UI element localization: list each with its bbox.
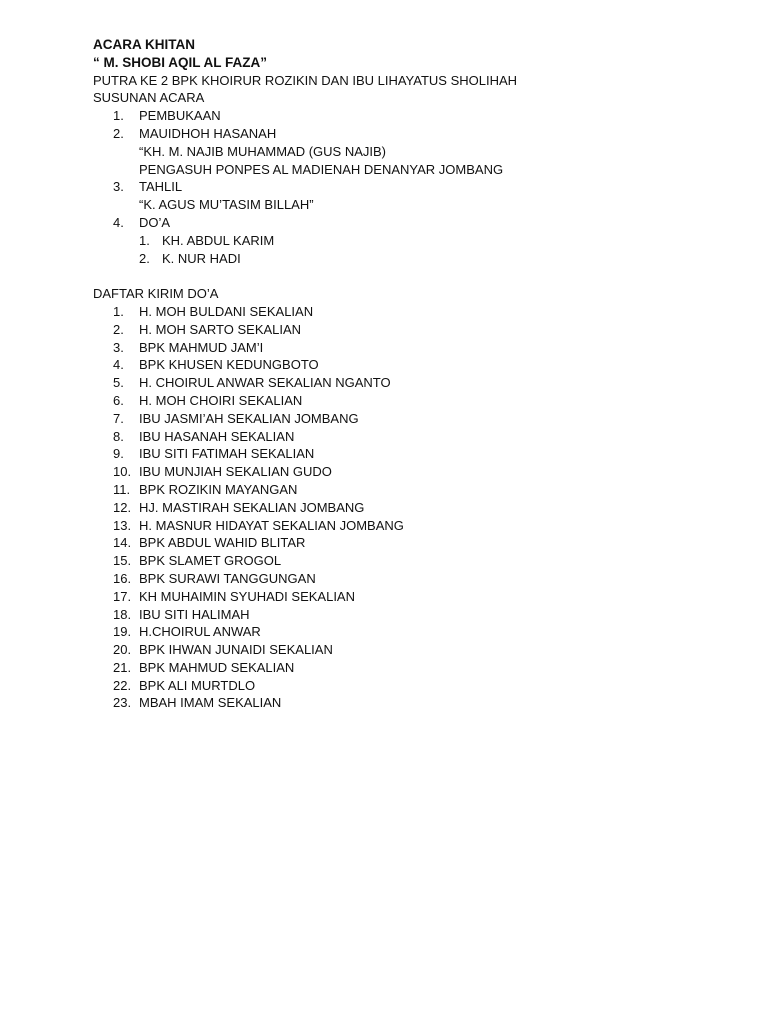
prayer-item [93, 374, 733, 392]
prayer-item-number: 11. [113, 481, 131, 497]
prayer-item-number: 4. [113, 357, 124, 373]
prayer-item-label: H. CHOIRUL ANWAR SEKALIAN NGANTO [139, 375, 391, 391]
agenda-item-number: 3. [113, 179, 124, 195]
document-content [93, 36, 733, 712]
prayer-item-label: BPK SLAMET GROGOL [139, 553, 282, 569]
prayer-item-number-box [93, 552, 139, 570]
prayer-item [93, 428, 733, 446]
prayer-item [93, 463, 733, 481]
prayer-item [93, 534, 733, 552]
prayer-item-number: 7. [113, 410, 124, 426]
prayer-item [93, 410, 733, 428]
prayer-item [93, 570, 733, 588]
agenda-item [93, 107, 733, 125]
prayer-item [93, 481, 733, 499]
prayer-item [93, 694, 733, 712]
agenda-sub-item [93, 232, 733, 250]
prayer-item-label: BPK ROZIKIN MAYANGAN [139, 481, 298, 497]
prayer-item-number: 1. [113, 303, 124, 319]
prayer-item-number-box [93, 410, 139, 428]
prayer-item-number-box [93, 339, 139, 357]
prayer-item-label: IBU MUNJIAH SEKALIAN GUDO [139, 464, 332, 480]
prayer-item-label: H. MASNUR HIDAYAT SEKALIAN JOMBANG [139, 517, 404, 533]
prayer-list [93, 303, 733, 712]
prayer-item-label: BPK KHUSEN KEDUNGBOTO [139, 357, 319, 373]
prayer-item-label: BPK MAHMUD SEKALIAN [139, 659, 295, 675]
prayer-item-number-box [93, 445, 139, 463]
agenda-item [93, 125, 733, 143]
prayer-item-number-box [93, 570, 139, 588]
prayer-item-number: 22. [113, 677, 132, 693]
prayer-item-number-box [93, 374, 139, 392]
prayer-item-number: 10. [113, 464, 132, 480]
prayer-item-label: KH MUHAIMIN SYUHADI SEKALIAN [139, 588, 355, 604]
prayer-item-label: BPK MAHMUD JAM’I [139, 339, 264, 355]
prayer-item [93, 677, 733, 695]
prayer-item [93, 552, 733, 570]
agenda-item-number: 4. [113, 214, 124, 230]
agenda-item-detail: “K. AGUS MU’TASIM BILLAH” [139, 197, 314, 213]
agenda-sub-item-number: 2. [139, 250, 150, 266]
prayer-item-label: BPK SURAWI TANGGUNGAN [139, 570, 316, 586]
prayer-item-number: 12. [113, 499, 132, 515]
agenda-item-number: 2. [113, 125, 124, 141]
agenda-item-label: MAUIDHOH HASANAH [139, 125, 277, 141]
prayer-item-number: 2. [113, 321, 124, 337]
prayer-item-number: 5. [113, 375, 124, 391]
title-line-1: ACARA KHITAN [93, 37, 195, 52]
agenda-item-number-box [93, 107, 139, 125]
prayer-item-label: H.CHOIRUL ANWAR [139, 624, 261, 640]
prayer-item-label: H. MOH SARTO SEKALIAN [139, 321, 302, 337]
agenda-item-number-box [93, 125, 139, 143]
prayer-item-label: BPK ABDUL WAHID BLITAR [139, 535, 306, 551]
agenda-sub-item-number-box [139, 232, 162, 250]
prayer-item-number: 3. [113, 339, 124, 355]
title-line-2: “ M. SHOBI AQIL AL FAZA” [93, 54, 268, 70]
parents-line: PUTRA KE 2 BPK KHOIRUR ROZIKIN DAN IBU LIHAYATUS SHOLIHAH [93, 72, 518, 88]
prayer-item-label: H. MOH CHOIRI SEKALIAN [139, 392, 303, 408]
prayer-item-number: 18. [113, 606, 132, 622]
agenda-item-label: PEMBUKAAN [139, 108, 221, 124]
prayer-item [93, 659, 733, 677]
agenda-heading: SUSUNAN ACARA [93, 90, 205, 106]
agenda-sub-item [93, 250, 733, 268]
prayer-item-label: BPK ALI MURTDLO [139, 677, 256, 693]
prayer-item-number: 13. [113, 517, 132, 533]
prayer-item-number-box [93, 623, 139, 641]
prayer-item [93, 339, 733, 357]
prayer-item-number-box [93, 303, 139, 321]
prayer-item-number-box [93, 694, 139, 712]
agenda-sub-item-number: 1. [139, 232, 150, 248]
prayer-item [93, 641, 733, 659]
agenda-list [93, 107, 733, 267]
prayer-list-heading: DAFTAR KIRIM DO’A [93, 286, 219, 302]
prayer-item-number-box [93, 392, 139, 410]
prayer-item-number-box [93, 356, 139, 374]
prayer-item [93, 606, 733, 624]
agenda-item-detail: PENGASUH PONPES AL MADIENAH DENANYAR JOMBANG [139, 161, 504, 177]
agenda-item-number-box [93, 214, 139, 232]
prayer-item-number: 8. [113, 428, 124, 444]
prayer-item-label: HJ. MASTIRAH SEKALIAN JOMBANG [139, 499, 365, 515]
prayer-item-label: BPK IHWAN JUNAIDI SEKALIAN [139, 642, 333, 658]
prayer-item-label: IBU HASANAH SEKALIAN [139, 428, 295, 444]
agenda-item [93, 214, 733, 232]
prayer-item [93, 321, 733, 339]
prayer-item-number-box [93, 481, 139, 499]
prayer-item [93, 392, 733, 410]
prayer-item-label: IBU SITI FATIMAH SEKALIAN [139, 446, 315, 462]
prayer-item-number: 15. [113, 553, 132, 569]
prayer-item-number: 23. [113, 695, 132, 711]
prayer-item-number-box [93, 677, 139, 695]
prayer-item-label: H. MOH BULDANI SEKALIAN [139, 303, 314, 319]
prayer-item-number: 14. [113, 535, 132, 551]
prayer-item-number: 20. [113, 642, 132, 658]
prayer-item-number: 17. [113, 588, 132, 604]
prayer-item-number-box [93, 463, 139, 481]
agenda-item-number: 1. [113, 108, 124, 124]
prayer-item-label: MBAH IMAM SEKALIAN [139, 695, 282, 711]
prayer-item-number-box [93, 428, 139, 446]
agenda-item-label: TAHLIL [139, 179, 183, 195]
prayer-item-number: 6. [113, 392, 124, 408]
prayer-item-number-box [93, 659, 139, 677]
prayer-item [93, 588, 733, 606]
prayer-item-number: 9. [113, 446, 124, 462]
prayer-item-number-box [93, 517, 139, 535]
prayer-item-label: IBU SITI HALIMAH [139, 606, 250, 622]
prayer-item [93, 517, 733, 535]
prayer-item [93, 499, 733, 517]
prayer-item-number-box [93, 534, 139, 552]
prayer-item-number-box [93, 641, 139, 659]
agenda-sub-item-label: KH. ABDUL KARIM [162, 232, 275, 248]
agenda-item [93, 178, 733, 196]
prayer-item [93, 356, 733, 374]
agenda-item-detail: “KH. M. NAJIB MUHAMMAD (GUS NAJIB) [139, 143, 387, 159]
prayer-item [93, 445, 733, 463]
agenda-item-label: DO’A [139, 214, 171, 230]
agenda-item-number-box [93, 178, 139, 196]
prayer-item [93, 303, 733, 321]
prayer-item-number: 19. [113, 624, 132, 640]
agenda-sub-item-number-box [139, 250, 162, 268]
prayer-item [93, 623, 733, 641]
prayer-item-number-box [93, 588, 139, 606]
prayer-item-number: 21. [113, 659, 132, 675]
prayer-item-label: IBU JASMI’AH SEKALIAN JOMBANG [139, 410, 359, 426]
prayer-item-number: 16. [113, 570, 132, 586]
prayer-item-number-box [93, 499, 139, 517]
spacer [93, 267, 733, 285]
prayer-item-number-box [93, 321, 139, 339]
prayer-item-number-box [93, 606, 139, 624]
agenda-sub-item-label: K. NUR HADI [162, 250, 241, 266]
